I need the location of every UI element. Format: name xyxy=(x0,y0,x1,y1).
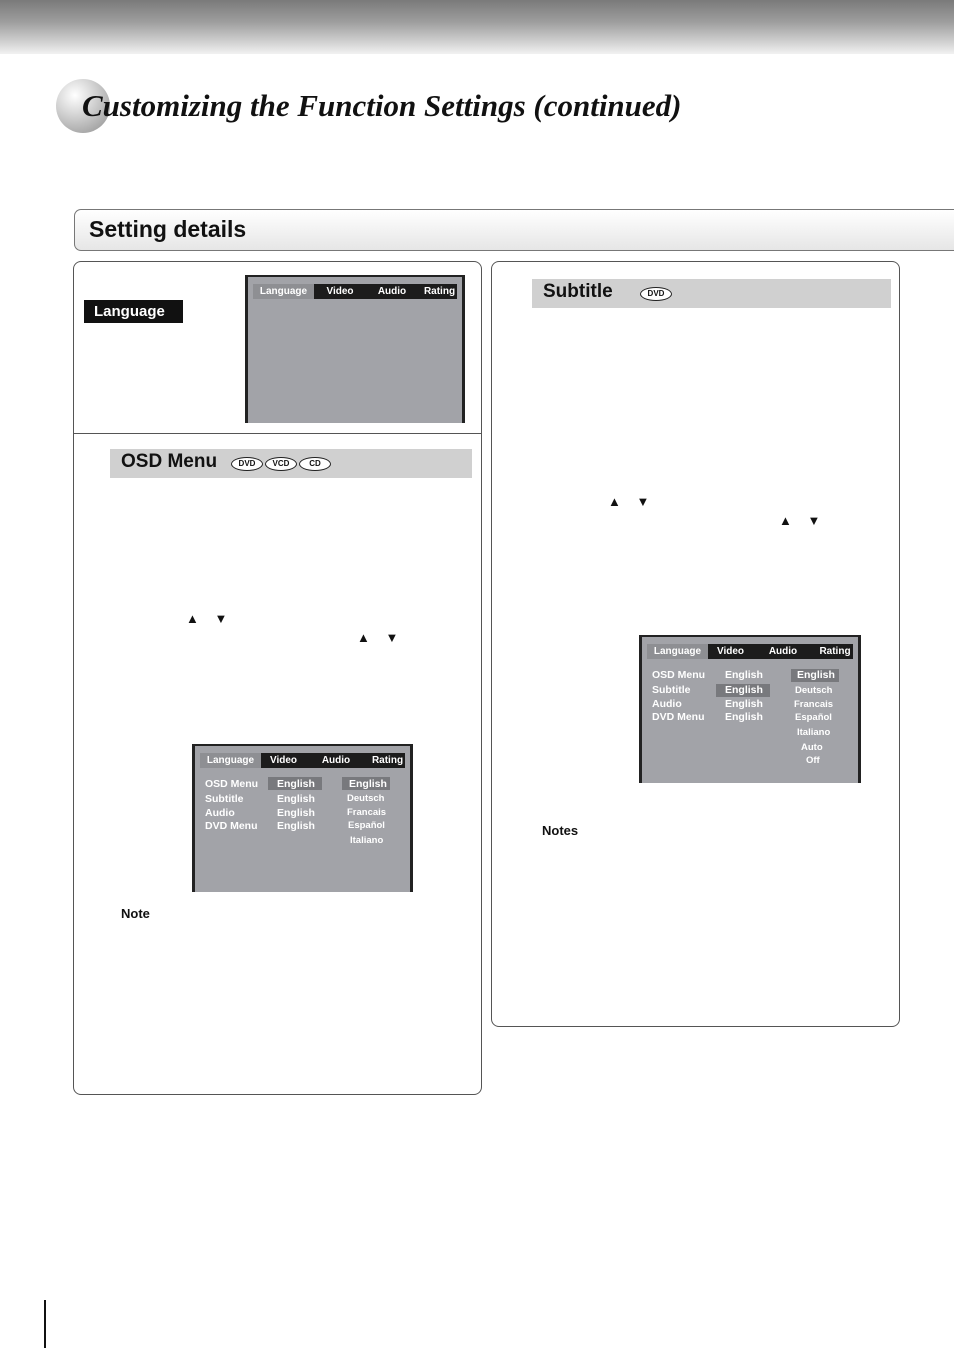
setting-item: OSD Menu xyxy=(205,778,259,790)
subtitle-header xyxy=(532,279,891,308)
osd-note-label: Note xyxy=(121,906,150,921)
setting-value: English xyxy=(277,778,315,790)
menu-tab-audio: Audio xyxy=(321,755,351,766)
setting-item: DVD Menu xyxy=(205,820,258,832)
section-header-label: Setting details xyxy=(89,216,247,242)
option-item: Español xyxy=(348,820,385,831)
subtitle-title: Subtitle xyxy=(543,281,613,302)
menu-tab-audio: Audio xyxy=(377,286,407,297)
menu-tab-language: Language xyxy=(647,644,708,659)
setting-item: Audio xyxy=(652,698,682,710)
option-item: Deutsch xyxy=(347,793,385,804)
setting-item: Subtitle xyxy=(205,793,244,805)
setting-value: English xyxy=(725,711,763,723)
page-title: Customizing the Function Settings (continued) xyxy=(82,88,682,123)
menu-tab-video: Video xyxy=(326,286,354,297)
setting-item: OSD Menu xyxy=(652,669,706,681)
screen-menu-bar xyxy=(253,284,457,299)
left-panel-divider xyxy=(73,433,482,434)
setting-item: Audio xyxy=(205,807,235,819)
setting-value: English xyxy=(725,684,763,696)
setting-value: English xyxy=(725,669,763,681)
menu-tab-rating: Rating xyxy=(819,646,851,657)
option-item: Francais xyxy=(794,699,834,710)
option-item: Francais xyxy=(347,807,387,818)
option-item: Deutsch xyxy=(795,685,833,696)
osd-menu-header xyxy=(110,449,472,478)
menu-tab-rating: Rating xyxy=(371,755,404,766)
osd-up-down-arrows-2: ▲ ▼ xyxy=(357,630,405,645)
setting-item: DVD Menu xyxy=(652,711,705,723)
screen-menu-bar xyxy=(200,753,405,768)
option-item: English xyxy=(797,669,835,681)
menu-tab-video: Video xyxy=(269,755,298,766)
subtitle-up-down-arrows: ▲ ▼ xyxy=(608,494,656,509)
option-item: Off xyxy=(806,755,820,766)
menu-tab-audio: Audio xyxy=(768,646,798,657)
menu-tab-rating: Rating xyxy=(423,286,456,297)
subtitle-up-down-arrows-2: ▲ ▼ xyxy=(779,513,827,528)
screen-menu-bar xyxy=(647,644,853,659)
subtitle-notes-label: Notes xyxy=(542,823,579,838)
top-banner xyxy=(0,0,954,54)
option-item: Auto xyxy=(801,742,823,753)
setting-value: English xyxy=(277,820,315,832)
language-screen xyxy=(245,275,465,423)
menu-tab-language: Language xyxy=(200,753,261,768)
dvd-disc-icon: DVD xyxy=(231,457,263,471)
subtitle-screen xyxy=(639,635,861,783)
menu-tab-video: Video xyxy=(716,646,745,657)
section-header xyxy=(74,209,954,251)
cd-disc-icon: CD xyxy=(299,457,331,471)
osd-menu-screen xyxy=(192,744,413,892)
option-item: English xyxy=(349,778,387,790)
setting-value: English xyxy=(725,698,763,710)
vcd-disc-icon: VCD xyxy=(265,457,297,471)
option-item: Español xyxy=(795,712,832,723)
osd-menu-title: OSD Menu xyxy=(121,451,218,472)
option-item: Italiano xyxy=(350,835,384,846)
setting-value: English xyxy=(277,793,315,805)
setting-item: Subtitle xyxy=(652,684,691,696)
page-edge-rule xyxy=(44,1300,46,1348)
setting-value: English xyxy=(277,807,315,819)
dvd-disc-icon: DVD xyxy=(640,287,672,301)
option-item: Italiano xyxy=(797,727,831,738)
menu-tab-language: Language xyxy=(253,284,314,299)
language-label: Language xyxy=(84,300,183,323)
osd-up-down-arrows: ▲ ▼ xyxy=(186,611,234,626)
